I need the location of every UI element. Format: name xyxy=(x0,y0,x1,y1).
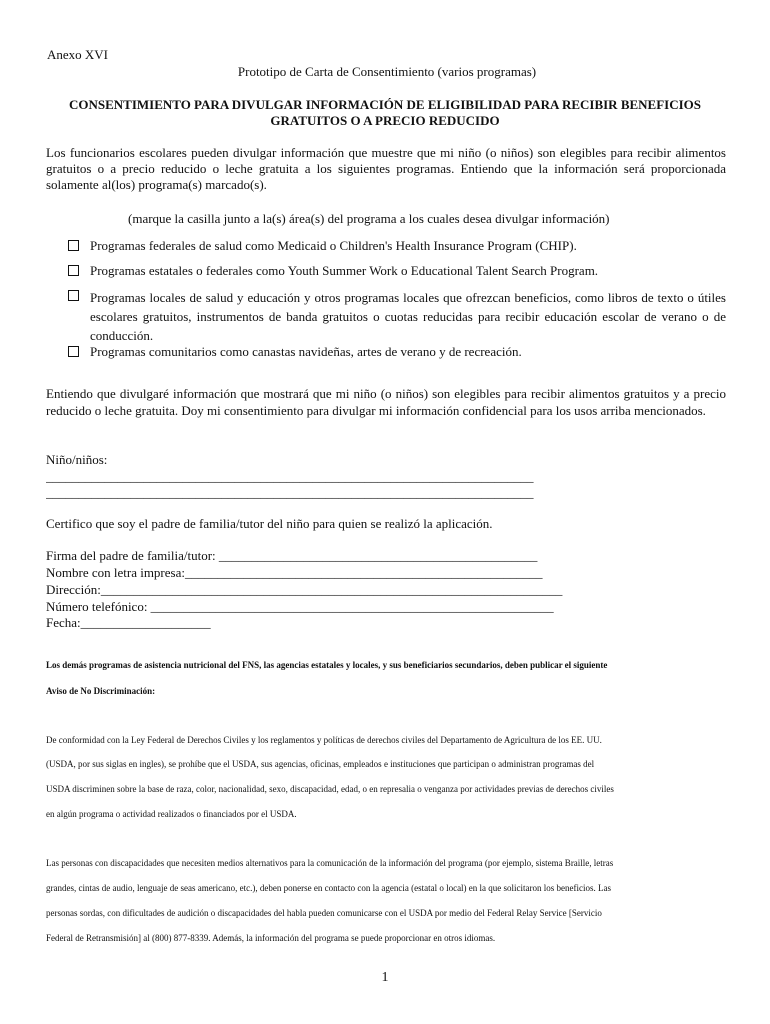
nd-para1-line-1: De conformidad con la Ley Federal de Derechos Civiles y los reglamentos y políticas de derechos civiles del Departamento de Agricultura de los EE. UU. xyxy=(46,735,602,745)
option-state-federal-programs: Programas estatales o federales como Youth Summer Work o Educational Talent Search Program. xyxy=(90,263,599,278)
printed-name-field[interactable]: Nombre con letra impresa:_______________________________________________________ xyxy=(46,565,543,580)
notice-heading: Los demás programas de asistencia nutricional del FNS, las agencias estatales y locales, y sus beneficiarios secundarios, deben publicar el siguiente xyxy=(46,660,608,670)
children-line-1[interactable]: ___________________________________________________________________________ xyxy=(46,469,534,484)
option-local-programs: Programas locales de salud y educación y otros programas locales que ofrezcan beneficios, como libros de texto o útiles escolares gratuitos, instrumentos de banda gratuitos o cuotas reducidas para recibir educación escolar de verano o de conducción. xyxy=(90,290,726,343)
checkbox-instruction: (marque la casilla junto a la(s) área(s) del programa a los cuales desea divulgar información) xyxy=(128,211,610,226)
checkbox-local-programs[interactable] xyxy=(68,290,79,301)
document-subtitle: Prototipo de Carta de Consentimiento (varios programas) xyxy=(237,64,537,79)
consent-paragraph: Entiendo que divulgaré información que mostrará que mi niño (o niños) son elegibles para recibir alimentos gratuitos y a precio reducido o leche gratuita. Doy mi consentimiento para divulgar mi información confidencial para los usos arriba mencionados. xyxy=(46,386,726,418)
children-label: Niño/niños: xyxy=(46,452,108,467)
nd-para2-line-4: Federal de Retransmisión] al (800) 877-8339. Además, la información del programa se puede proporcionar en otros idiomas. xyxy=(46,933,496,943)
address-field[interactable]: Dirección:_______________________________________________________________________ xyxy=(46,582,563,597)
checkbox-health-programs[interactable] xyxy=(68,240,79,251)
nd-para1-line-4: en algún programa o actividad realizados o financiados por el USDA. xyxy=(46,809,297,819)
phone-field[interactable]: Número telefónico: ______________________________________________________________ xyxy=(46,599,554,614)
date-field[interactable]: Fecha:____________________ xyxy=(46,615,211,630)
nd-para2-line-1: Las personas con discapacidades que necesiten medios alternativos para la comunicación de la información del programa (por ejemplo, sistema Braille, letras xyxy=(46,858,614,868)
nd-para1-line-2: (USDA, por sus siglas en ingles), se prohíbe que el USDA, sus agencias, oficinas, empleados e instituciones que participan o administran programas del xyxy=(46,759,595,769)
nd-para2-line-2: grandes, cintas de audio, lenguaje de seas americano, etc.), deben ponerse en contacto con la agencia (estatal o local) en la que solicitaron los beneficios. Las xyxy=(46,883,612,893)
signature-field[interactable]: Firma del padre de familia/tutor: _________________________________________________ xyxy=(46,548,538,563)
checkbox-state-federal-programs[interactable] xyxy=(68,265,79,276)
nondiscrimination-heading: Aviso de No Discriminación: xyxy=(46,686,156,696)
certification-statement: Certifico que soy el padre de familia/tutor del niño para quien se realizó la aplicación. xyxy=(46,516,493,531)
document-title-line-2: GRATUITOS O A PRECIO REDUCIDO xyxy=(270,113,500,128)
document-title-line-1: CONSENTIMIENTO PARA DIVULGAR INFORMACIÓN DE ELIGIBILIDAD PARA RECIBIR BENEFICIOS xyxy=(68,97,702,112)
intro-paragraph: Los funcionarios escolares pueden divulgar información que muestre que mi niño (o niños) son elegibles para recibir alimentos gratuitos o a precio reducido o leche gratuita a los siguientes programas. Entiendo que la información será proporcionada solamente al(los) programa(s) marcado(s). xyxy=(46,145,726,192)
nd-para2-line-3: personas sordas, con dificultades de audición o discapacidades del habla pueden comunicarse con el USDA por medio del Federal Relay Service [Servicio xyxy=(46,908,602,918)
nd-para1-line-3: USDA discriminen sobre la base de raza, color, nacionalidad, sexo, discapacidad, edad, o en represalia o venganza por actividades previas de derechos civiles xyxy=(46,784,614,794)
option-health-programs: Programas federales de salud como Medicaid o Children's Health Insurance Program (CHIP). xyxy=(90,238,577,253)
children-line-2[interactable]: ___________________________________________________________________________ xyxy=(46,485,534,500)
option-community-programs: Programas comunitarios como canastas navideñas, artes de verano y de recreación. xyxy=(90,344,522,359)
page-number: 1 xyxy=(381,970,389,985)
annex-label: Anexo XVI xyxy=(47,47,109,62)
checkbox-community-programs[interactable] xyxy=(68,346,79,357)
